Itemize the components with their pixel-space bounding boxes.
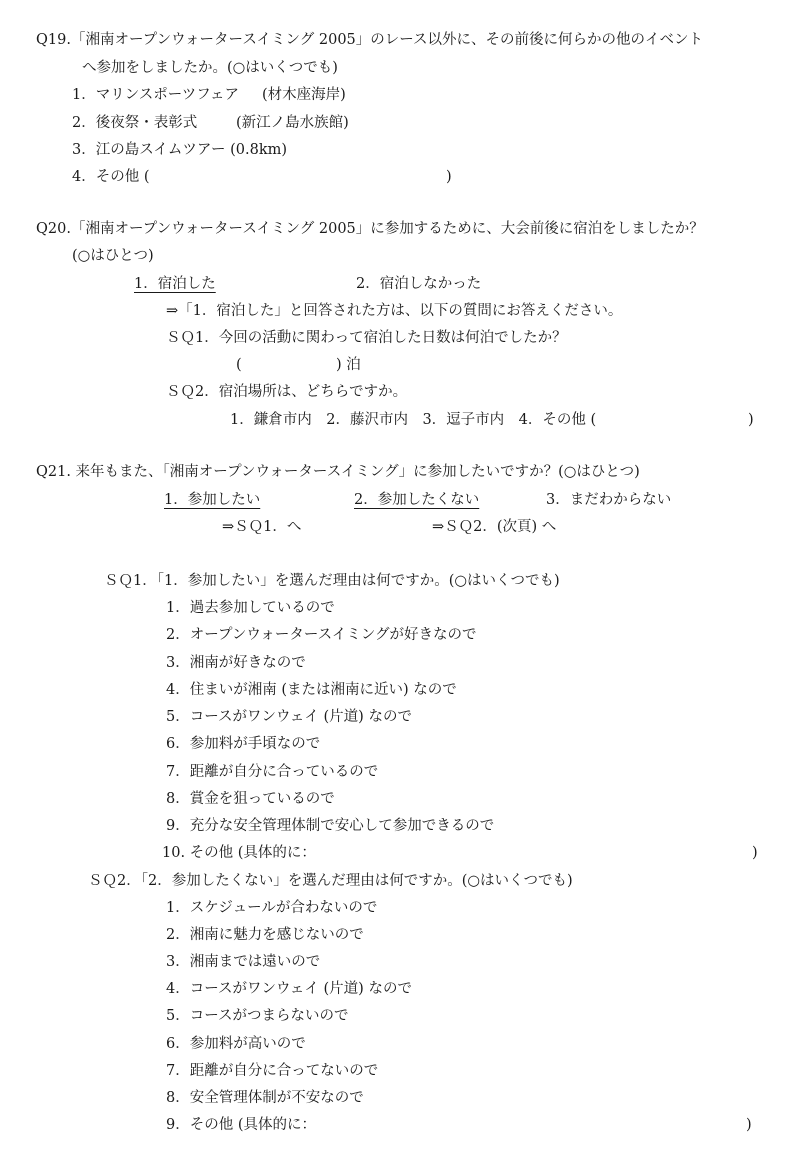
q21-option-1[interactable]: 1．参加したい [164, 492, 261, 508]
q20-followup-note: ⇒「1．宿泊した」と回答された方は、以下の質問にお答えください。 [166, 303, 623, 319]
q20-sq2-options[interactable]: 1．鎌倉市内 2．藤沢市内 3．逗子市内 4．その他 ( [230, 412, 597, 428]
q19-question: Q19.「湘南オープンウォータースイミング 2005」のレース以外に、その前後に何らかの他のイベント [36, 32, 704, 48]
q20-sq1-question: ＳＱ1．今回の活動に関わって宿泊した日数は何泊でしたか？ [166, 330, 567, 346]
q21-sq1-close-paren: ) [752, 845, 758, 861]
q20-option-2[interactable]: 2．宿泊しなかった [356, 276, 482, 292]
q21-sq2-option-8[interactable]: 8．安全管理体制が不安なので [166, 1090, 364, 1106]
q21-route-sq2: ⇒ＳＱ2．(次頁) へ [432, 519, 557, 535]
q20-sq1-answer[interactable] [236, 357, 361, 373]
option-note: (材木座海岸) [262, 87, 346, 103]
q21-sq2-option-5[interactable]: 5．コースがつまらないので [166, 1008, 349, 1024]
q21-sq2-option-3[interactable]: 3．湘南までは遠いので [166, 954, 321, 970]
q20-sq2-close-paren: ) [748, 412, 754, 428]
q21-sq1-option-6[interactable]: 6．参加料が手頃なので [166, 736, 321, 752]
q21-sq1-option-10[interactable]: 10. その他 (具体的に： [162, 845, 316, 861]
q19-option-3[interactable]: 3．江の島スイムツアー (0.8km) [72, 142, 288, 158]
q21-option-3[interactable]: 3．まだわからない [546, 492, 672, 508]
q21-sq2-question: ＳＱ2．「2．参加したくない」を選んだ理由は何ですか。(○はいくつでも) [88, 873, 573, 889]
q19-option-1[interactable] [72, 87, 346, 103]
option-label: 4．その他 ( [72, 169, 150, 185]
q21-option-2[interactable]: 2．参加したくない [354, 492, 480, 508]
q21-sq1-option-4[interactable]: 4．住まいが湘南 (または湘南に近い) なので [166, 682, 457, 698]
option-note: (新江ノ島水族館) [236, 115, 349, 131]
q20-question: Q20.「湘南オープンウォータースイミング 2005」に参加するために、大会前後に宿泊をしましたか？ [36, 221, 704, 237]
option-close-paren: ) [446, 169, 452, 185]
answer-open-paren: ( [236, 357, 242, 373]
q21-route-sq1: ⇒ＳＱ1．へ [222, 519, 302, 535]
option-label: 2．後夜祭・表彰式 [72, 115, 198, 131]
q21-sq2-option-2[interactable]: 2．湘南に魅力を感じないので [166, 927, 364, 943]
q21-sq2-option-9[interactable]: 9．その他 (具体的に： [166, 1117, 316, 1133]
q19-question-cont: へ参加をしましたか。(○はいくつでも) [82, 60, 338, 76]
q21-sq1-option-8[interactable]: 8．賞金を狙っているので [166, 791, 335, 807]
q21-sq1-question: ＳＱ1．「1．参加したい」を選んだ理由は何ですか。(○はいくつでも) [104, 573, 560, 589]
q21-sq1-option-5[interactable]: 5．コースがワンウェイ (片道) なので [166, 709, 412, 725]
option-label: 1．マリンスポーツフェア [72, 87, 239, 103]
q19-option-2[interactable] [72, 115, 349, 131]
q21-sq1-option-7[interactable]: 7．距離が自分に合っているので [166, 764, 379, 780]
q21-sq1-option-9[interactable]: 9．充分な安全管理体制で安心して参加できるので [166, 818, 495, 834]
q20-question-cont: (○はひとつ) [72, 248, 154, 264]
q20-option-1[interactable]: 1．宿泊した [134, 276, 216, 292]
q21-sq1-option-2[interactable]: 2．オープンウォータースイミングが好きなので [166, 627, 477, 643]
q20-sq2-question: ＳＱ2．宿泊場所は、どちらですか。 [166, 384, 408, 400]
q21-sq1-option-1[interactable]: 1．過去参加しているので [166, 600, 335, 616]
q21-question: Q21. 来年もまた、「湘南オープンウォータースイミング」に参加したいですか？(○はひとつ) [36, 464, 640, 480]
q21-sq1-option-3[interactable]: 3．湘南が好きなので [166, 655, 306, 671]
q21-sq2-option-4[interactable]: 4．コースがワンウェイ (片道) なので [166, 981, 412, 997]
q21-sq2-option-7[interactable]: 7．距離が自分に合ってないので [166, 1063, 379, 1079]
q21-sq2-option-6[interactable]: 6．参加料が高いので [166, 1036, 306, 1052]
answer-close-paren: ) 泊 [336, 357, 361, 373]
q21-sq2-close-paren: ) [746, 1117, 752, 1133]
q21-sq2-option-1[interactable]: 1．スケジュールが合わないので [166, 900, 378, 916]
q19-option-4[interactable] [72, 169, 452, 185]
